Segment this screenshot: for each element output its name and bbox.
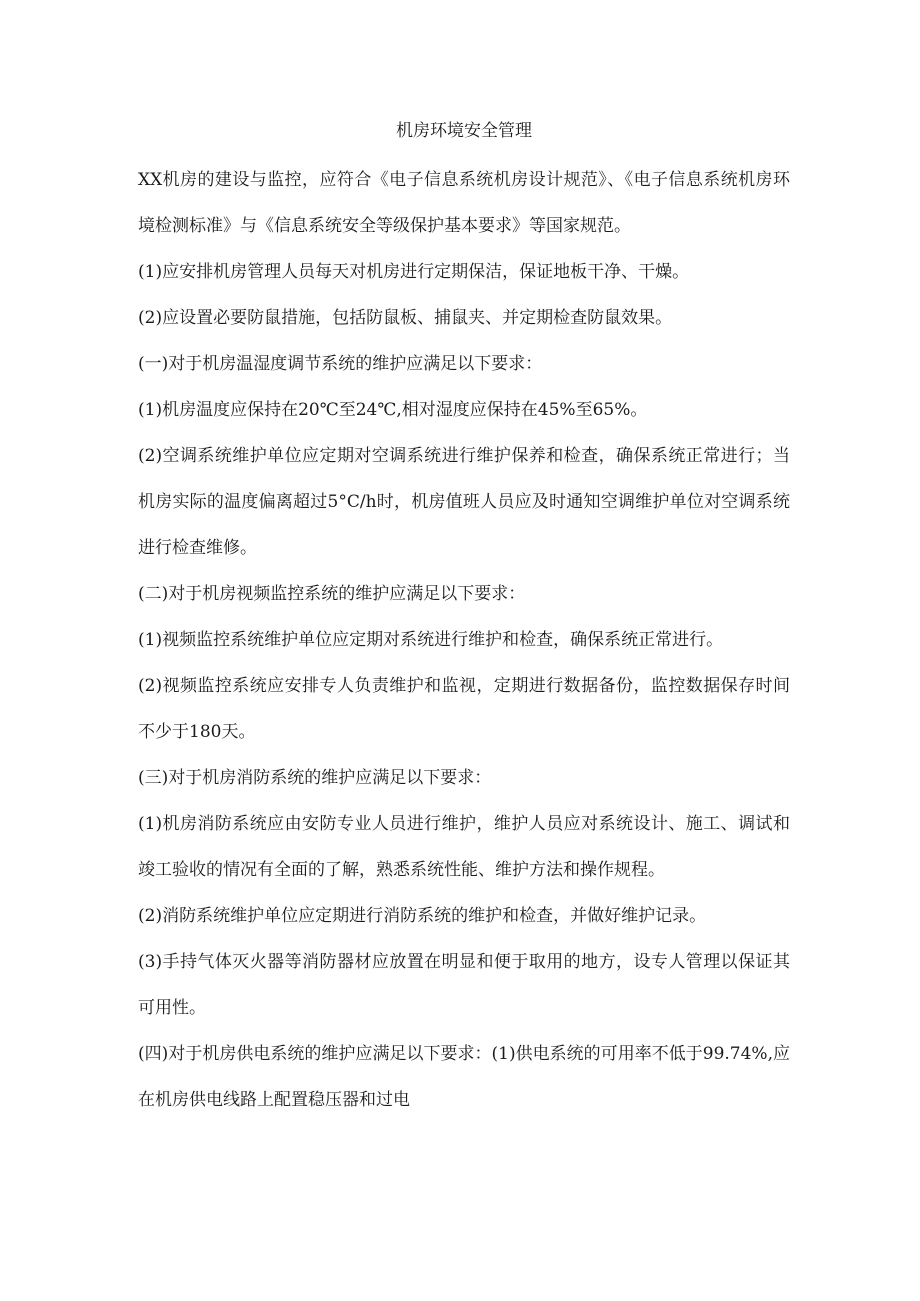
paragraph-fire-extinguishers: (3)手持气体灭火器等消防器材应放置在明显和便于取用的地方，设专人管理以保证其可用性。 (138, 952, 790, 1018)
paragraph-temperature-range: (1)机房温度应保持在20℃至24℃,相对湿度应保持在45%至65%。 (138, 400, 648, 420)
paragraph-fire-personnel: (1)机房消防系统应由安防专业人员进行维护，维护人员应对系统设计、施工、调试和竣工验收的情况有全面的了解，熟悉系统性能、维护方法和操作规程。 (138, 814, 790, 880)
paragraph-rodent-prevention: (2)应设置必要防鼠措施，包括防鼠板、捕鼠夹、并定期检查防鼠效果。 (138, 308, 673, 328)
document-body (138, 120, 790, 1123)
paragraph-fire-inspection: (2)消防系统维护单位应定期进行消防系统的维护和检查，并做好维护记录。 (138, 906, 707, 926)
section-heading-power-supply: (四)对于机房供电系统的维护应满足以下要求：(1)供电系统的可用率不低于99.74%,应在机房供电线路上配置稳压器和过电 (138, 1044, 790, 1110)
section-heading-temperature-humidity: (一)对于机房温湿度调节系统的维护应满足以下要求： (138, 354, 543, 374)
section-heading-fire-protection: (三)对于机房消防系统的维护应满足以下要求： (138, 768, 492, 788)
section-heading-video-surveillance: (二)对于机房视频监控系统的维护应满足以下要求： (138, 584, 526, 604)
paragraph-intro: XX机房的建设与监控，应符合《电子信息系统机房设计规范》、《电子信息系统机房环境检测标准》与《信息系统安全等级保护基本要求》等国家规范。 (138, 170, 790, 236)
paragraph-surveillance-maintenance: (1)视频监控系统维护单位应定期对系统进行维护和检查，确保系统正常进行。 (138, 630, 724, 650)
paragraph-cleaning: (1)应安排机房管理人员每天对机房进行定期保洁，保证地板干净、干燥。 (138, 262, 690, 282)
paragraph-air-conditioning: (2)空调系统维护单位应定期对空调系统进行维护保养和检查，确保系统正常进行；当机房实际的温度偏离超过5°C/h时，机房值班人员应及时通知空调维护单位对空调系统进行检查维修。 (138, 446, 790, 558)
document-title: 机房环境安全管理 (396, 121, 532, 141)
paragraph-surveillance-backup: (2)视频监控系统应安排专人负责维护和监视，定期进行数据备份，监控数据保存时间不少于180天。 (138, 676, 790, 742)
